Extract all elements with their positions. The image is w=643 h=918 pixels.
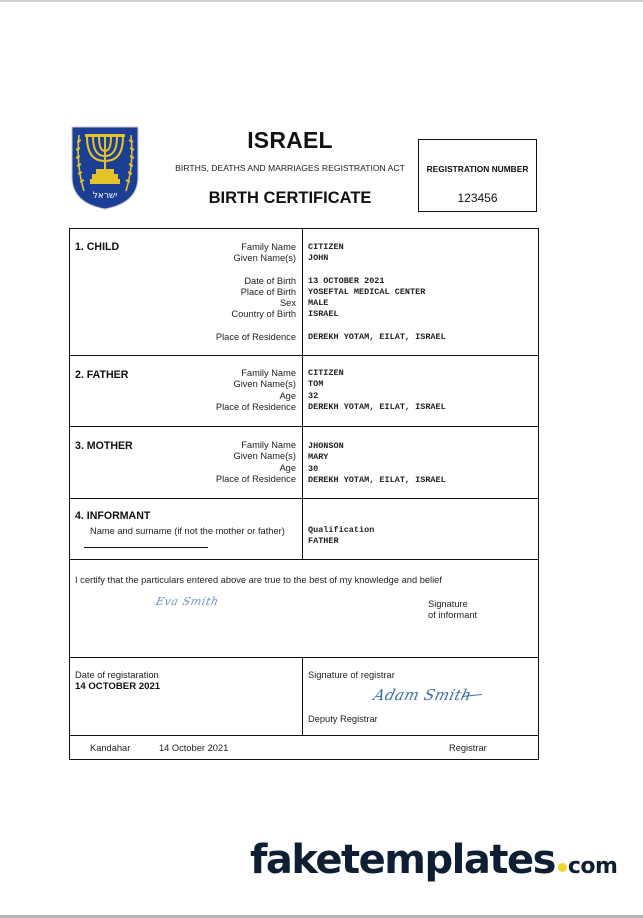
father-residence: DEREKH YOTAM, EILAT, ISRAEL [308, 401, 446, 412]
certification-statement: I certify that the particulars entered above are true to the best of my knowledge and belief [75, 575, 442, 585]
informant-qualification [308, 525, 374, 548]
child-residence-label: Place of Residence [215, 331, 296, 342]
divider [70, 735, 538, 736]
child-residence: DEREKH YOTAM, EILAT, ISRAEL [308, 331, 446, 342]
father-values [308, 368, 446, 413]
mother-family-name-label: Family Name [241, 440, 296, 450]
top-edge-rule [0, 0, 643, 2]
document-title: BIRTH CERTIFICATE [208, 189, 372, 207]
faketemplates-logo [250, 836, 617, 891]
logo-tld: com [567, 854, 618, 879]
deputy-registrar-label: Deputy Registrar [308, 714, 378, 724]
child-labels [216, 242, 296, 343]
child-country-label: Country of Birth [231, 309, 296, 320]
registration-act: BIRTHS, DEATHS AND MARRIAGES REGISTRATION ACT [175, 163, 405, 173]
footer-place: Kandahar [90, 743, 131, 753]
child-pob-label: Place of Birth [240, 286, 296, 297]
child-family-name-label: Family Name [241, 242, 296, 252]
registrar-signature-label: Signature of registrar [308, 670, 395, 680]
registration-date-value: 14 OCTOBER 2021 [75, 681, 161, 692]
mother-values [308, 441, 446, 486]
logo-dot-icon [558, 863, 567, 872]
child-sex: MALE [308, 298, 329, 309]
divider [70, 559, 538, 560]
mother-residence-label: Place of Residence [215, 473, 296, 484]
qualification-value: FATHER [308, 536, 339, 547]
footer-registrar: Registrar [449, 743, 487, 753]
informant-note: Name and surname (if not the mother or father) [90, 526, 285, 536]
child-dob: 13 OCTOBER 2021 [308, 275, 385, 286]
qualification-label: Qualification [308, 525, 375, 535]
registrar-signature: Adam Smith [371, 686, 474, 704]
israel-emblem-icon [70, 125, 140, 210]
certificate-form [69, 228, 539, 760]
child-given-names-label: Given Name(s) [233, 253, 296, 264]
mother-family-name: JHONSON [308, 441, 344, 451]
divider [70, 355, 538, 356]
child-family-name: CITIZEN [308, 242, 344, 252]
informant-section-title: 4. INFORMANT [75, 510, 151, 522]
father-age: 32 [308, 390, 319, 401]
father-age-label: Age [279, 390, 296, 401]
logo-brand: faketemplates [250, 837, 555, 883]
mother-section-title: 3. MOTHER [75, 440, 133, 452]
mother-age-label: Age [279, 462, 296, 473]
child-sex-label: Sex [279, 298, 296, 309]
registration-number-label: REGISTRATION NUMBER [426, 164, 529, 174]
informant-signature: Eva Smith [154, 595, 221, 608]
divider [70, 498, 538, 499]
informant-name-line [84, 547, 208, 548]
mother-residence: DEREKH YOTAM, EILAT, ISRAEL [308, 474, 446, 485]
divider [70, 657, 538, 658]
mother-given-names-label: Given Name(s) [233, 451, 296, 462]
mother-age: 30 [308, 463, 319, 474]
mother-given-names: MARY [308, 452, 329, 463]
father-given-names-label: Given Name(s) [233, 379, 296, 390]
registration-number-value: 123456 [457, 191, 498, 205]
child-country: ISRAEL [308, 309, 339, 320]
signature-label-line2: of informant [428, 610, 478, 621]
registration-number-box [418, 139, 537, 212]
divider [70, 426, 538, 427]
informant-signature-label [428, 599, 477, 622]
column-divider [302, 657, 303, 735]
father-labels [216, 368, 296, 413]
father-section-title: 2. FATHER [75, 369, 129, 381]
child-dob-label: Date of Birth [244, 275, 296, 286]
footer-date: 14 October 2021 [159, 743, 229, 753]
column-divider [302, 229, 303, 559]
child-section-title: 1. CHILD [75, 241, 120, 253]
registration-date-label: Date of registaration [75, 670, 159, 680]
signature-label-line1: Signature [428, 599, 468, 609]
father-residence-label: Place of Residence [215, 401, 296, 412]
emblem-text: ישראל [92, 191, 118, 201]
father-family-name-label: Family Name [241, 368, 296, 378]
country-title: ISRAEL [247, 127, 333, 153]
father-given-names: TOM [308, 379, 324, 390]
child-given-names: JOHN [308, 253, 329, 264]
father-family-name: CITIZEN [308, 368, 344, 378]
mother-labels [216, 440, 296, 485]
child-values [308, 242, 446, 343]
child-pob: YOSEFTAL MEDICAL CENTER [308, 286, 426, 297]
